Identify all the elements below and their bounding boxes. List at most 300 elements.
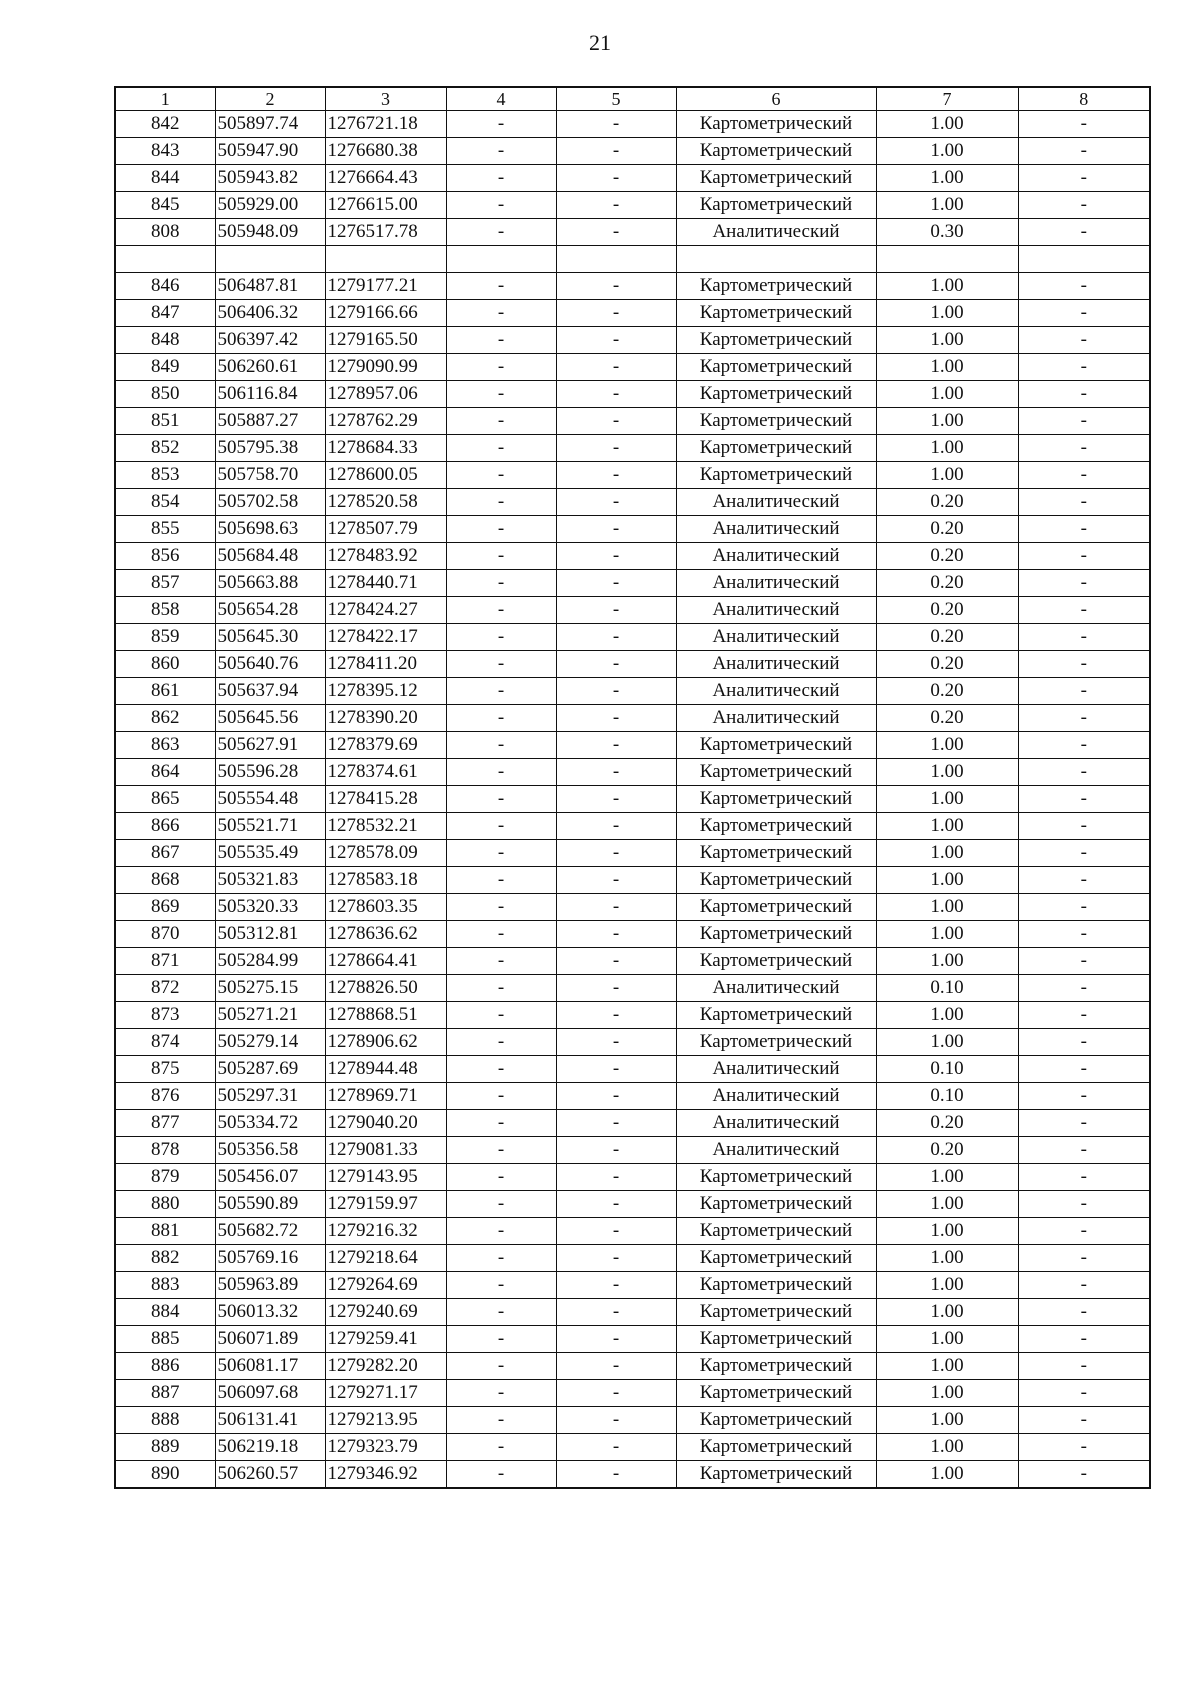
cell-col-4: - [446, 489, 556, 516]
cell-col-4: - [446, 138, 556, 165]
cell-point-number: 878 [115, 1137, 215, 1164]
table-row [115, 1056, 1150, 1083]
cell-x-coordinate: 505596.28 [215, 759, 325, 786]
cell-col-5: - [556, 975, 676, 1002]
cell-accuracy: 0.20 [876, 678, 1018, 705]
cell-method: Картометрический [676, 1164, 876, 1191]
cell-accuracy: 1.00 [876, 1272, 1018, 1299]
cell-col-4: - [446, 1110, 556, 1137]
cell-col-5: - [556, 867, 676, 894]
cell-x-coordinate: 505947.90 [215, 138, 325, 165]
cell-x-coordinate: 505963.89 [215, 1272, 325, 1299]
cell-col-8: - [1018, 1299, 1150, 1326]
cell-x-coordinate: 505287.69 [215, 1056, 325, 1083]
table-row [115, 1245, 1150, 1272]
cell-method: Картометрический [676, 327, 876, 354]
cell-col-4: - [446, 1245, 556, 1272]
cell-accuracy [876, 246, 1018, 273]
cell-col-4: - [446, 624, 556, 651]
cell-method: Картометрический [676, 1272, 876, 1299]
cell-col-5: - [556, 516, 676, 543]
cell-point-number: 844 [115, 165, 215, 192]
cell-col-5: - [556, 948, 676, 975]
cell-y-coordinate: 1279166.66 [325, 300, 446, 327]
cell-x-coordinate: 505795.38 [215, 435, 325, 462]
cell-point-number: 883 [115, 1272, 215, 1299]
column-header-3: 3 [325, 87, 446, 111]
cell-accuracy: 0.10 [876, 1083, 1018, 1110]
cell-method: Картометрический [676, 1407, 876, 1434]
cell-accuracy: 1.00 [876, 1461, 1018, 1489]
cell-col-4: - [446, 813, 556, 840]
cell-y-coordinate: 1278395.12 [325, 678, 446, 705]
cell-col-5: - [556, 165, 676, 192]
table-row [115, 1434, 1150, 1461]
cell-accuracy: 1.00 [876, 1299, 1018, 1326]
cell-y-coordinate: 1278603.35 [325, 894, 446, 921]
cell-y-coordinate: 1278868.51 [325, 1002, 446, 1029]
cell-col-4: - [446, 570, 556, 597]
cell-method: Картометрический [676, 354, 876, 381]
table-row [115, 921, 1150, 948]
column-header-8: 8 [1018, 87, 1150, 111]
cell-y-coordinate: 1278636.62 [325, 921, 446, 948]
cell-accuracy: 1.00 [876, 1191, 1018, 1218]
cell-x-coordinate: 505698.63 [215, 516, 325, 543]
cell-point-number: 879 [115, 1164, 215, 1191]
cell-point-number: 868 [115, 867, 215, 894]
cell-point-number: 842 [115, 111, 215, 138]
cell-col-4: - [446, 462, 556, 489]
table-row [115, 732, 1150, 759]
cell-x-coordinate: 505271.21 [215, 1002, 325, 1029]
cell-x-coordinate: 505521.71 [215, 813, 325, 840]
table-row [115, 1191, 1150, 1218]
cell-point-number: 882 [115, 1245, 215, 1272]
cell-x-coordinate: 505645.30 [215, 624, 325, 651]
cell-col-5: - [556, 894, 676, 921]
cell-col-5: - [556, 597, 676, 624]
cell-col-5: - [556, 435, 676, 462]
cell-method: Аналитический [676, 651, 876, 678]
cell-col-8: - [1018, 894, 1150, 921]
cell-method: Картометрический [676, 273, 876, 300]
column-header-4: 4 [446, 87, 556, 111]
cell-y-coordinate: 1279165.50 [325, 327, 446, 354]
cell-col-5: - [556, 354, 676, 381]
cell-col-4: - [446, 975, 556, 1002]
cell-point-number: 862 [115, 705, 215, 732]
cell-col-4: - [446, 1164, 556, 1191]
cell-accuracy: 1.00 [876, 1245, 1018, 1272]
cell-method: Картометрический [676, 300, 876, 327]
cell-col-5: - [556, 840, 676, 867]
column-header-7: 7 [876, 87, 1018, 111]
cell-col-8: - [1018, 651, 1150, 678]
cell-x-coordinate: 505456.07 [215, 1164, 325, 1191]
cell-x-coordinate: 505769.16 [215, 1245, 325, 1272]
cell-col-8: - [1018, 408, 1150, 435]
cell-y-coordinate: 1278507.79 [325, 516, 446, 543]
column-header-1: 1 [115, 87, 215, 111]
table-row [115, 543, 1150, 570]
cell-x-coordinate: 505645.56 [215, 705, 325, 732]
cell-col-5: - [556, 1299, 676, 1326]
cell-col-4: - [446, 219, 556, 246]
cell-col-5: - [556, 1461, 676, 1489]
cell-col-4: - [446, 948, 556, 975]
cell-method: Картометрический [676, 165, 876, 192]
table-row [115, 840, 1150, 867]
cell-y-coordinate: 1278600.05 [325, 462, 446, 489]
cell-method: Картометрический [676, 1326, 876, 1353]
cell-col-5: - [556, 813, 676, 840]
table-row [115, 516, 1150, 543]
cell-accuracy: 1.00 [876, 1434, 1018, 1461]
cell-method [676, 246, 876, 273]
cell-col-4: - [446, 894, 556, 921]
cell-y-coordinate: 1278379.69 [325, 732, 446, 759]
cell-y-coordinate: 1278440.71 [325, 570, 446, 597]
cell-col-8: - [1018, 1029, 1150, 1056]
cell-y-coordinate [325, 246, 446, 273]
table-row [115, 1002, 1150, 1029]
table-row [115, 408, 1150, 435]
cell-x-coordinate [215, 246, 325, 273]
cell-col-5: - [556, 624, 676, 651]
cell-method: Картометрический [676, 1353, 876, 1380]
cell-x-coordinate: 506219.18 [215, 1434, 325, 1461]
cell-method: Аналитический [676, 489, 876, 516]
table-row [115, 651, 1150, 678]
cell-x-coordinate: 505637.94 [215, 678, 325, 705]
cell-col-4: - [446, 1056, 556, 1083]
cell-col-5: - [556, 408, 676, 435]
cell-col-8: - [1018, 867, 1150, 894]
cell-method: Аналитический [676, 975, 876, 1002]
cell-accuracy: 1.00 [876, 327, 1018, 354]
cell-col-8: - [1018, 435, 1150, 462]
cell-method: Картометрический [676, 1434, 876, 1461]
table-row [115, 975, 1150, 1002]
cell-method: Картометрический [676, 1245, 876, 1272]
cell-accuracy: 0.20 [876, 705, 1018, 732]
cell-x-coordinate: 506131.41 [215, 1407, 325, 1434]
cell-point-number: 861 [115, 678, 215, 705]
cell-col-5: - [556, 1110, 676, 1137]
table-row [115, 138, 1150, 165]
cell-col-4: - [446, 1272, 556, 1299]
table-row [115, 1380, 1150, 1407]
cell-col-8: - [1018, 597, 1150, 624]
cell-accuracy: 1.00 [876, 408, 1018, 435]
cell-col-8: - [1018, 1002, 1150, 1029]
cell-y-coordinate: 1279282.20 [325, 1353, 446, 1380]
cell-col-5: - [556, 381, 676, 408]
cell-x-coordinate: 505554.48 [215, 786, 325, 813]
cell-point-number: 890 [115, 1461, 215, 1489]
cell-method: Картометрический [676, 840, 876, 867]
cell-point-number: 880 [115, 1191, 215, 1218]
cell-col-8: - [1018, 165, 1150, 192]
cell-col-8: - [1018, 705, 1150, 732]
cell-method: Картометрический [676, 1380, 876, 1407]
table-row [115, 624, 1150, 651]
cell-x-coordinate: 506397.42 [215, 327, 325, 354]
cell-col-8: - [1018, 813, 1150, 840]
cell-accuracy: 1.00 [876, 840, 1018, 867]
cell-method: Картометрический [676, 435, 876, 462]
table-row [115, 894, 1150, 921]
cell-y-coordinate: 1276615.00 [325, 192, 446, 219]
cell-accuracy: 1.00 [876, 1164, 1018, 1191]
cell-col-4: - [446, 543, 556, 570]
table-row [115, 381, 1150, 408]
cell-col-5: - [556, 1380, 676, 1407]
table-row [115, 867, 1150, 894]
cell-y-coordinate: 1278532.21 [325, 813, 446, 840]
cell-accuracy: 0.20 [876, 489, 1018, 516]
cell-method: Картометрический [676, 138, 876, 165]
table-row [115, 1407, 1150, 1434]
cell-col-8: - [1018, 840, 1150, 867]
cell-x-coordinate: 505627.91 [215, 732, 325, 759]
table-row [115, 489, 1150, 516]
cell-point-number: 872 [115, 975, 215, 1002]
cell-point-number: 860 [115, 651, 215, 678]
cell-col-4: - [446, 1353, 556, 1380]
cell-col-8: - [1018, 1380, 1150, 1407]
cell-accuracy: 1.00 [876, 894, 1018, 921]
cell-y-coordinate: 1279177.21 [325, 273, 446, 300]
cell-accuracy: 0.20 [876, 1110, 1018, 1137]
cell-x-coordinate: 505682.72 [215, 1218, 325, 1245]
cell-accuracy: 0.20 [876, 597, 1018, 624]
cell-accuracy: 1.00 [876, 1218, 1018, 1245]
table-row [115, 1272, 1150, 1299]
cell-y-coordinate: 1278483.92 [325, 543, 446, 570]
cell-accuracy: 1.00 [876, 867, 1018, 894]
column-header-6: 6 [676, 87, 876, 111]
cell-point-number: 887 [115, 1380, 215, 1407]
cell-col-8: - [1018, 327, 1150, 354]
cell-point-number: 886 [115, 1353, 215, 1380]
cell-x-coordinate: 506260.61 [215, 354, 325, 381]
cell-accuracy: 0.20 [876, 651, 1018, 678]
cell-x-coordinate: 505535.49 [215, 840, 325, 867]
cell-col-4: - [446, 678, 556, 705]
cell-accuracy: 1.00 [876, 300, 1018, 327]
cell-method: Картометрический [676, 1002, 876, 1029]
cell-accuracy: 1.00 [876, 1002, 1018, 1029]
cell-point-number: 881 [115, 1218, 215, 1245]
cell-col-4: - [446, 327, 556, 354]
cell-method: Аналитический [676, 705, 876, 732]
cell-method: Картометрический [676, 111, 876, 138]
cell-col-8: - [1018, 921, 1150, 948]
table-row [115, 462, 1150, 489]
cell-y-coordinate: 1279143.95 [325, 1164, 446, 1191]
cell-point-number: 847 [115, 300, 215, 327]
table-header-row [115, 87, 1150, 111]
cell-y-coordinate: 1278411.20 [325, 651, 446, 678]
cell-point-number: 876 [115, 1083, 215, 1110]
cell-method: Картометрический [676, 1299, 876, 1326]
cell-col-8: - [1018, 1272, 1150, 1299]
table-row [115, 1326, 1150, 1353]
cell-col-4 [446, 246, 556, 273]
cell-col-8: - [1018, 1326, 1150, 1353]
cell-col-8: - [1018, 759, 1150, 786]
cell-col-4: - [446, 1326, 556, 1353]
cell-point-number: 885 [115, 1326, 215, 1353]
cell-accuracy: 1.00 [876, 435, 1018, 462]
cell-col-5: - [556, 543, 676, 570]
cell-accuracy: 1.00 [876, 921, 1018, 948]
cell-method: Картометрический [676, 786, 876, 813]
cell-col-4: - [446, 705, 556, 732]
cell-y-coordinate: 1276517.78 [325, 219, 446, 246]
cell-col-5: - [556, 138, 676, 165]
cell-col-4: - [446, 1191, 556, 1218]
cell-point-number: 874 [115, 1029, 215, 1056]
coordinates-table [114, 86, 1151, 1489]
cell-col-5: - [556, 759, 676, 786]
cell-method: Картометрический [676, 1191, 876, 1218]
cell-x-coordinate: 505640.76 [215, 651, 325, 678]
table-row [115, 570, 1150, 597]
cell-method: Аналитический [676, 678, 876, 705]
cell-method: Аналитический [676, 624, 876, 651]
cell-y-coordinate: 1278762.29 [325, 408, 446, 435]
table-row [115, 948, 1150, 975]
cell-col-4: - [446, 1218, 556, 1245]
cell-method: Аналитический [676, 1137, 876, 1164]
cell-col-4: - [446, 1407, 556, 1434]
cell-col-5: - [556, 273, 676, 300]
cell-col-8: - [1018, 1137, 1150, 1164]
table-row [115, 1164, 1150, 1191]
cell-point-number: 808 [115, 219, 215, 246]
cell-point-number [115, 246, 215, 273]
table-row [115, 1110, 1150, 1137]
table-row [115, 1137, 1150, 1164]
cell-method: Аналитический [676, 543, 876, 570]
cell-accuracy: 1.00 [876, 462, 1018, 489]
column-header-2: 2 [215, 87, 325, 111]
cell-col-8: - [1018, 354, 1150, 381]
cell-method: Картометрический [676, 759, 876, 786]
cell-col-8: - [1018, 786, 1150, 813]
cell-y-coordinate: 1278969.71 [325, 1083, 446, 1110]
table-row [115, 111, 1150, 138]
table-row [115, 273, 1150, 300]
cell-y-coordinate: 1278826.50 [325, 975, 446, 1002]
cell-col-4: - [446, 1380, 556, 1407]
cell-point-number: 856 [115, 543, 215, 570]
cell-col-8: - [1018, 732, 1150, 759]
cell-accuracy: 1.00 [876, 1380, 1018, 1407]
cell-accuracy: 0.20 [876, 624, 1018, 651]
cell-point-number: 888 [115, 1407, 215, 1434]
cell-col-5: - [556, 786, 676, 813]
cell-point-number: 870 [115, 921, 215, 948]
cell-point-number: 845 [115, 192, 215, 219]
cell-y-coordinate: 1279159.97 [325, 1191, 446, 1218]
cell-accuracy: 1.00 [876, 1029, 1018, 1056]
cell-col-8: - [1018, 138, 1150, 165]
cell-col-4: - [446, 408, 556, 435]
cell-col-4: - [446, 840, 556, 867]
cell-col-8: - [1018, 219, 1150, 246]
cell-method: Картометрический [676, 732, 876, 759]
cell-point-number: 869 [115, 894, 215, 921]
cell-accuracy: 1.00 [876, 111, 1018, 138]
cell-col-5: - [556, 1002, 676, 1029]
cell-method: Аналитический [676, 1083, 876, 1110]
cell-col-5: - [556, 921, 676, 948]
cell-col-4: - [446, 354, 556, 381]
cell-y-coordinate: 1278684.33 [325, 435, 446, 462]
cell-y-coordinate: 1278957.06 [325, 381, 446, 408]
cell-method: Картометрический [676, 867, 876, 894]
cell-col-8: - [1018, 1056, 1150, 1083]
table-row [115, 165, 1150, 192]
cell-col-5: - [556, 462, 676, 489]
cell-point-number: 850 [115, 381, 215, 408]
cell-col-8: - [1018, 1218, 1150, 1245]
cell-col-5: - [556, 300, 676, 327]
cell-accuracy: 1.00 [876, 813, 1018, 840]
cell-x-coordinate: 505684.48 [215, 543, 325, 570]
cell-point-number: 855 [115, 516, 215, 543]
table-row [115, 1461, 1150, 1489]
cell-y-coordinate: 1278422.17 [325, 624, 446, 651]
cell-col-4: - [446, 1029, 556, 1056]
cell-point-number: 853 [115, 462, 215, 489]
cell-point-number: 858 [115, 597, 215, 624]
cell-x-coordinate: 505929.00 [215, 192, 325, 219]
table-row [115, 246, 1150, 273]
cell-y-coordinate: 1278664.41 [325, 948, 446, 975]
cell-method: Аналитический [676, 1056, 876, 1083]
cell-accuracy: 1.00 [876, 138, 1018, 165]
cell-method: Картометрический [676, 948, 876, 975]
cell-col-5: - [556, 1029, 676, 1056]
cell-accuracy: 1.00 [876, 354, 1018, 381]
cell-y-coordinate: 1278415.28 [325, 786, 446, 813]
table-row [115, 759, 1150, 786]
cell-y-coordinate: 1276664.43 [325, 165, 446, 192]
cell-accuracy: 0.10 [876, 1056, 1018, 1083]
cell-method: Аналитический [676, 570, 876, 597]
cell-accuracy: 1.00 [876, 273, 1018, 300]
cell-col-5: - [556, 705, 676, 732]
cell-point-number: 873 [115, 1002, 215, 1029]
cell-col-8: - [1018, 975, 1150, 1002]
cell-x-coordinate: 505590.89 [215, 1191, 325, 1218]
cell-y-coordinate: 1279216.32 [325, 1218, 446, 1245]
cell-col-4: - [446, 867, 556, 894]
cell-col-5: - [556, 1245, 676, 1272]
cell-col-8: - [1018, 678, 1150, 705]
cell-col-5: - [556, 1164, 676, 1191]
cell-method: Аналитический [676, 516, 876, 543]
cell-col-8: - [1018, 1110, 1150, 1137]
cell-x-coordinate: 506013.32 [215, 1299, 325, 1326]
cell-col-8: - [1018, 300, 1150, 327]
cell-col-4: - [446, 300, 556, 327]
